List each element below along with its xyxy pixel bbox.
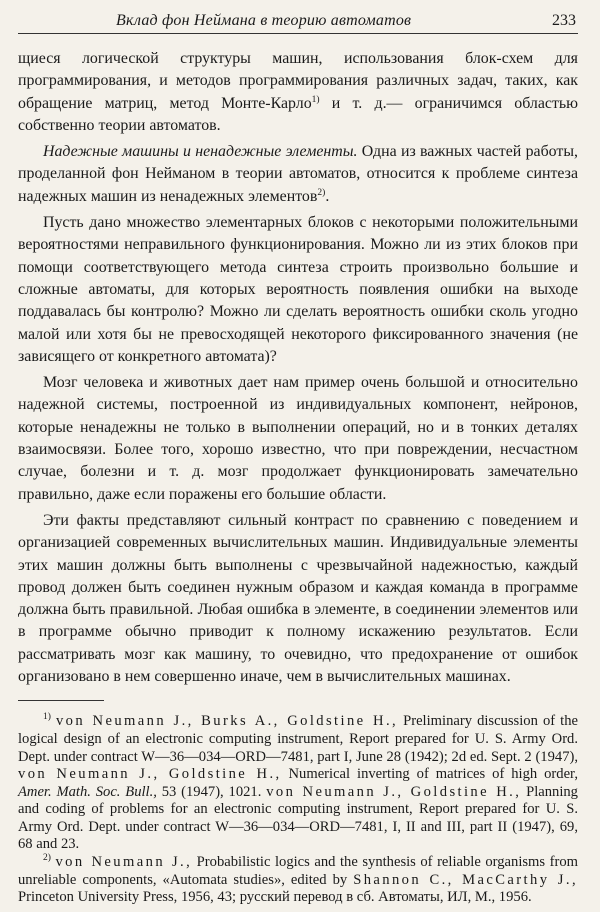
footnote-divider [18, 700, 104, 701]
paragraph-1 [18, 48, 578, 137]
footnote-1-text-1: Preliminary discussion of the logical design of an electronic computing instrument, Report prepared for U. S. Army Ord. Dept. under contract W—36—034—ORD—7481, part I, June 28 (1942); 2d ed. Sept. 2 (1947), [18, 713, 578, 765]
running-header [18, 12, 578, 34]
section-title: Надежные машины и ненадежные элементы. [43, 143, 358, 161]
footnote-1-authors-3: von Neumann J., Goldstine H., [266, 783, 522, 800]
footnote-1-text-2: Numerical inverting of matrices of high order, [281, 766, 578, 783]
page-number: 233 [552, 12, 576, 29]
paragraph-1-end: и т. д.— ограничимся областью собственно теории автоматов. [18, 94, 579, 134]
footnote-1-journal: Amer. Math. Soc. Bull., [18, 783, 157, 800]
paragraph-2 [18, 141, 578, 208]
main-text [18, 48, 578, 688]
footnote-ref-2: 2) [317, 187, 326, 198]
footnote-1-mark: 1) [43, 712, 51, 723]
footnote-1-authors-1: von Neumann J., Burks A., Goldstine H., [55, 713, 399, 730]
paragraph-2-end: . [325, 187, 330, 205]
footnote-2-authors-1: von Neumann J., [55, 854, 193, 871]
footnote-1-text-3: 53 (1947), 1021. [156, 783, 267, 800]
paragraph-1-text: щиеся логической структуры машин, использования блок-схем для программирования, и методов программирования различных задач, таких, как обращение матриц, метод Монте-Карло [18, 50, 578, 112]
footnote-1 [18, 713, 578, 854]
paragraph-4: Мозг человека и животных дает нам пример очень большой и относительно надежной системы, построенной из индивидуальных компонент, нейронов, которые ненадежны не только в выполнении операций, но и в тонких деталях взаимосвязи. Более того, хорошо известно, что при повреждении, несчастном случае, болезни и т. д. мозг продолжает функционировать замечательно правильно, даже если поражены его большие области. [18, 374, 578, 503]
footnote-2-authors-2: Shannon C., MacCarthy J., [353, 871, 578, 888]
footnote-2 [18, 854, 578, 907]
footnote-2-mark: 2) [43, 853, 51, 864]
paragraph-5: Эти факты представляют сильный контраст по сравнению с поведением и организацией современных вычислительных машин. Индивидуальные элементы этих машин должны быть выполнены с чрезвычайной надежностью, каждый провод должен быть соединен нужным образом и каждая команда в программе должна быть правильной. Любая ошибка в элементе, в соединении элементов или в программе обычно приводит к полному искажению результатов. Если рассматривать мозг как машину, то очевидно, что предохранение от ошибок организовано в нем совершенно иначе, чем в вычислительных машинах. [18, 511, 578, 686]
footnote-2-text-1: Probabilistic logics and the synthesis of reliable organisms from unreliable components, «Automata studies», edited by [18, 854, 578, 888]
footnote-ref-1: 1) [311, 94, 320, 105]
footnote-1-authors-2: von Neumann J., Goldstine H., [18, 766, 282, 783]
footnote-1-text-4: Planning and coding of problems for an electronic computing instrument, Report prepared for U. S. Army Ord. Dept. under contract W—36—034—ORD—7481, I, II and III, part II (1947), 69, 68 and 23. [18, 783, 578, 853]
paragraph-3: Пусть дано множество элементарных блоков с некоторыми положительными вероятностями неправильного функционирования. Можно ли из этих блоков при помощи соответствующего метода синтеза строить произвольно большие и сложные автоматы, для которых вероятность появления ошибки на выходе поддавалась бы контролю? Можно ли сделать вероятность ошибки сколь угодно малой или хотя бы не превосходящей некоторого фиксированного значения (не зависящего от конкретного автомата)? [18, 214, 578, 365]
footnote-2-text-2: Princeton University Press, 1956, 43; русский перевод в сб. Автоматы, ИЛ, М., 1956. [18, 889, 532, 906]
paragraph-2-text: Одна из важных частей работы, проделанной фон Нейманом в теории автоматов, относится к проблеме синтеза надежных машин из ненадежных элементов [18, 143, 578, 205]
running-title: Вклад фон Неймана в теорию автоматов [116, 12, 412, 29]
footnotes [18, 713, 578, 907]
